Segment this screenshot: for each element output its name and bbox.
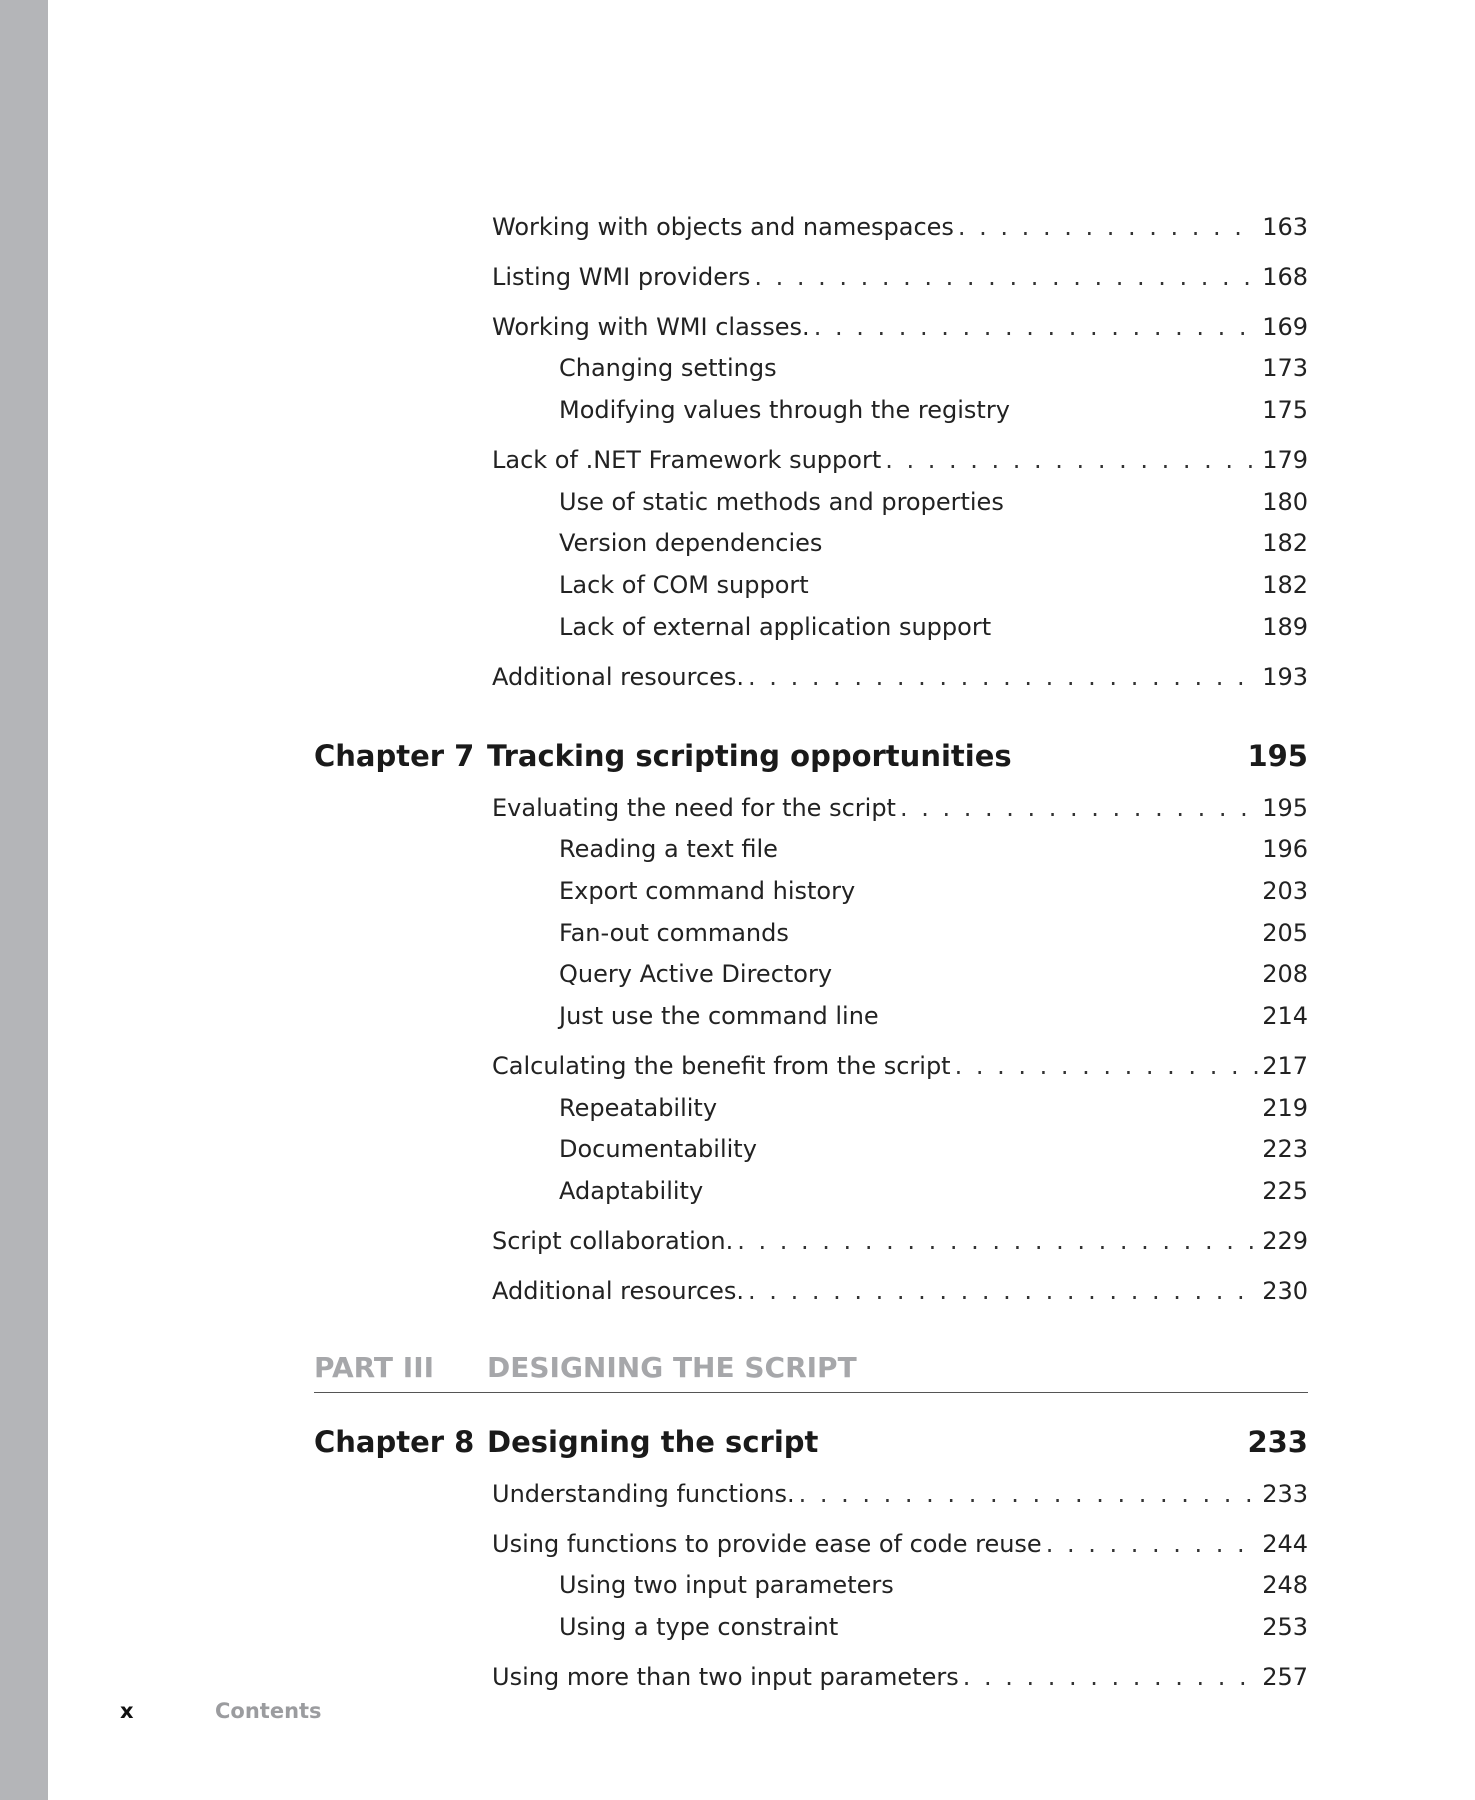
- toc-subentry-page: 219: [1262, 1094, 1308, 1122]
- toc-subentry-title: Query Active Directory: [559, 960, 833, 988]
- toc-subentry[interactable]: [559, 610, 1308, 644]
- toc-subentry-title: Changing settings: [559, 354, 777, 382]
- chapter-label: Chapter 8: [314, 1425, 475, 1459]
- chapter-8-heading[interactable]: [314, 1421, 1308, 1463]
- toc-entry-page: 168: [1262, 263, 1308, 291]
- toc-subentry[interactable]: [559, 1568, 1308, 1602]
- dot-leader: [737, 1224, 1258, 1258]
- chapter-page: 195: [1247, 739, 1308, 773]
- toc-entry-title: Understanding functions.: [492, 1480, 795, 1508]
- toc-subentry-title: Export command history: [559, 877, 856, 905]
- toc-entry[interactable]: [492, 1660, 1308, 1694]
- toc-entry-title: Using more than two input parameters: [492, 1663, 959, 1691]
- toc-subentry-title: Lack of COM support: [559, 571, 809, 599]
- toc-subentry-title: Reading a text file: [559, 835, 778, 863]
- toc-entry-title: Listing WMI providers: [492, 263, 751, 291]
- dot-leader: [885, 443, 1258, 477]
- toc-subentry[interactable]: [559, 957, 1308, 991]
- toc-entry-page: 244: [1262, 1530, 1308, 1558]
- toc-entry-title: Script collaboration.: [492, 1227, 734, 1255]
- chapter-label: Chapter 7: [314, 739, 475, 773]
- part-label: PART III: [314, 1351, 435, 1384]
- toc-entry-page: 163: [1262, 213, 1308, 241]
- chapter-title: Designing the script: [487, 1425, 819, 1459]
- toc-subentry-title: Modifying values through the registry: [559, 396, 1010, 424]
- toc-entry-title: Working with WMI classes.: [492, 313, 810, 341]
- toc-entry[interactable]: [492, 1049, 1308, 1083]
- toc-subentry[interactable]: [559, 832, 1308, 866]
- toc-entry[interactable]: [492, 1224, 1308, 1258]
- toc-entry-title: Additional resources.: [492, 1277, 745, 1305]
- toc-subentry[interactable]: [559, 1132, 1308, 1166]
- toc-subentry-page: 182: [1262, 571, 1308, 599]
- toc-entry-page: 217: [1262, 1052, 1308, 1080]
- footer-page-number: x: [120, 1699, 134, 1723]
- toc-subentry-title: Just use the command line: [559, 1002, 879, 1030]
- toc-subentry-page: 223: [1262, 1135, 1308, 1163]
- toc-subentry-title: Using two input parameters: [559, 1571, 894, 1599]
- toc-entry-title: Evaluating the need for the script: [492, 794, 896, 822]
- toc-entry-page: 193: [1262, 663, 1308, 691]
- page-footer: [0, 1696, 600, 1726]
- toc-subentry-page: 189: [1262, 613, 1308, 641]
- toc-entry-title: Lack of .NET Framework support: [492, 446, 882, 474]
- toc-subentry-title: Adaptability: [559, 1177, 704, 1205]
- toc-entry[interactable]: [492, 443, 1308, 477]
- part-iii-heading: [314, 1348, 1308, 1393]
- toc-entry[interactable]: [492, 660, 1308, 694]
- toc-entry[interactable]: [492, 1477, 1308, 1511]
- toc-subentry-title: Fan-out commands: [559, 919, 789, 947]
- dot-leader: [1046, 1527, 1258, 1561]
- toc-subentry-page: 225: [1262, 1177, 1308, 1205]
- toc-subentry-title: Repeatability: [559, 1094, 718, 1122]
- toc-subentry-title: Version dependencies: [559, 529, 823, 557]
- toc-subentry-page: 196: [1262, 835, 1308, 863]
- toc-subentry[interactable]: [559, 874, 1308, 908]
- toc-entry-page: 257: [1262, 1663, 1308, 1691]
- toc-subentry-page: 248: [1262, 1571, 1308, 1599]
- dot-leader: [814, 310, 1259, 344]
- toc-subentry[interactable]: [559, 393, 1308, 427]
- toc-subentry-page: 203: [1262, 877, 1308, 905]
- toc-subentry-title: Use of static methods and properties: [559, 488, 1004, 516]
- toc-subentry[interactable]: [559, 1174, 1308, 1208]
- chapter-page: 233: [1247, 1425, 1308, 1459]
- toc-subentry-page: 180: [1262, 488, 1308, 516]
- toc-entry-page: 233: [1262, 1480, 1308, 1508]
- chapter-7-heading[interactable]: [314, 735, 1308, 777]
- toc-subentry[interactable]: [559, 916, 1308, 950]
- toc-subentry[interactable]: [559, 526, 1308, 560]
- toc-subentry[interactable]: [559, 1091, 1308, 1125]
- toc-entry-title: Using functions to provide ease of code reuse: [492, 1530, 1042, 1558]
- dot-leader: [748, 660, 1258, 694]
- toc-subentry[interactable]: [559, 1610, 1308, 1644]
- toc-entry-page: 179: [1262, 446, 1308, 474]
- toc-subentry[interactable]: [559, 485, 1308, 519]
- part-title: DESIGNING THE SCRIPT: [487, 1351, 857, 1384]
- toc-entry[interactable]: [492, 791, 1308, 825]
- toc-entry[interactable]: [492, 1274, 1308, 1308]
- chapter-title: Tracking scripting opportunities: [487, 739, 1012, 773]
- toc-entry[interactable]: [492, 210, 1308, 244]
- toc-entry-title: Calculating the benefit from the script: [492, 1052, 951, 1080]
- toc-entry-page: 169: [1262, 313, 1308, 341]
- toc-subentry-title: Using a type constraint: [559, 1613, 839, 1641]
- dot-leader: [900, 791, 1258, 825]
- toc-subentry-title: Documentability: [559, 1135, 757, 1163]
- toc-subentry-title: Lack of external application support: [559, 613, 992, 641]
- toc-entry-page: 230: [1262, 1277, 1308, 1305]
- toc-entry-page: 195: [1262, 794, 1308, 822]
- toc-subentry[interactable]: [559, 351, 1308, 385]
- dot-leader: [754, 260, 1258, 294]
- toc-subentry-page: 173: [1262, 354, 1308, 382]
- toc-entry-page: 229: [1262, 1227, 1308, 1255]
- dot-leader: [799, 1477, 1259, 1511]
- toc-subentry-page: 182: [1262, 529, 1308, 557]
- dot-leader: [955, 1049, 1259, 1083]
- toc-entry-title: Additional resources.: [492, 663, 745, 691]
- toc-entry[interactable]: [492, 1527, 1308, 1561]
- toc-subentry-page: 214: [1262, 1002, 1308, 1030]
- toc-entry[interactable]: [492, 260, 1308, 294]
- toc-entry-title: Working with objects and namespaces: [492, 213, 954, 241]
- toc-subentry[interactable]: [559, 568, 1308, 602]
- dot-leader: [963, 1660, 1258, 1694]
- toc-subentry-page: 253: [1262, 1613, 1308, 1641]
- dot-leader: [748, 1274, 1258, 1308]
- toc-subentry-page: 208: [1262, 960, 1308, 988]
- toc-entry[interactable]: [492, 310, 1308, 344]
- toc-subentry[interactable]: [559, 999, 1308, 1033]
- toc-subentry-page: 175: [1262, 396, 1308, 424]
- footer-section-name: Contents: [215, 1699, 322, 1723]
- toc-subentry-page: 205: [1262, 919, 1308, 947]
- dot-leader: [958, 210, 1258, 244]
